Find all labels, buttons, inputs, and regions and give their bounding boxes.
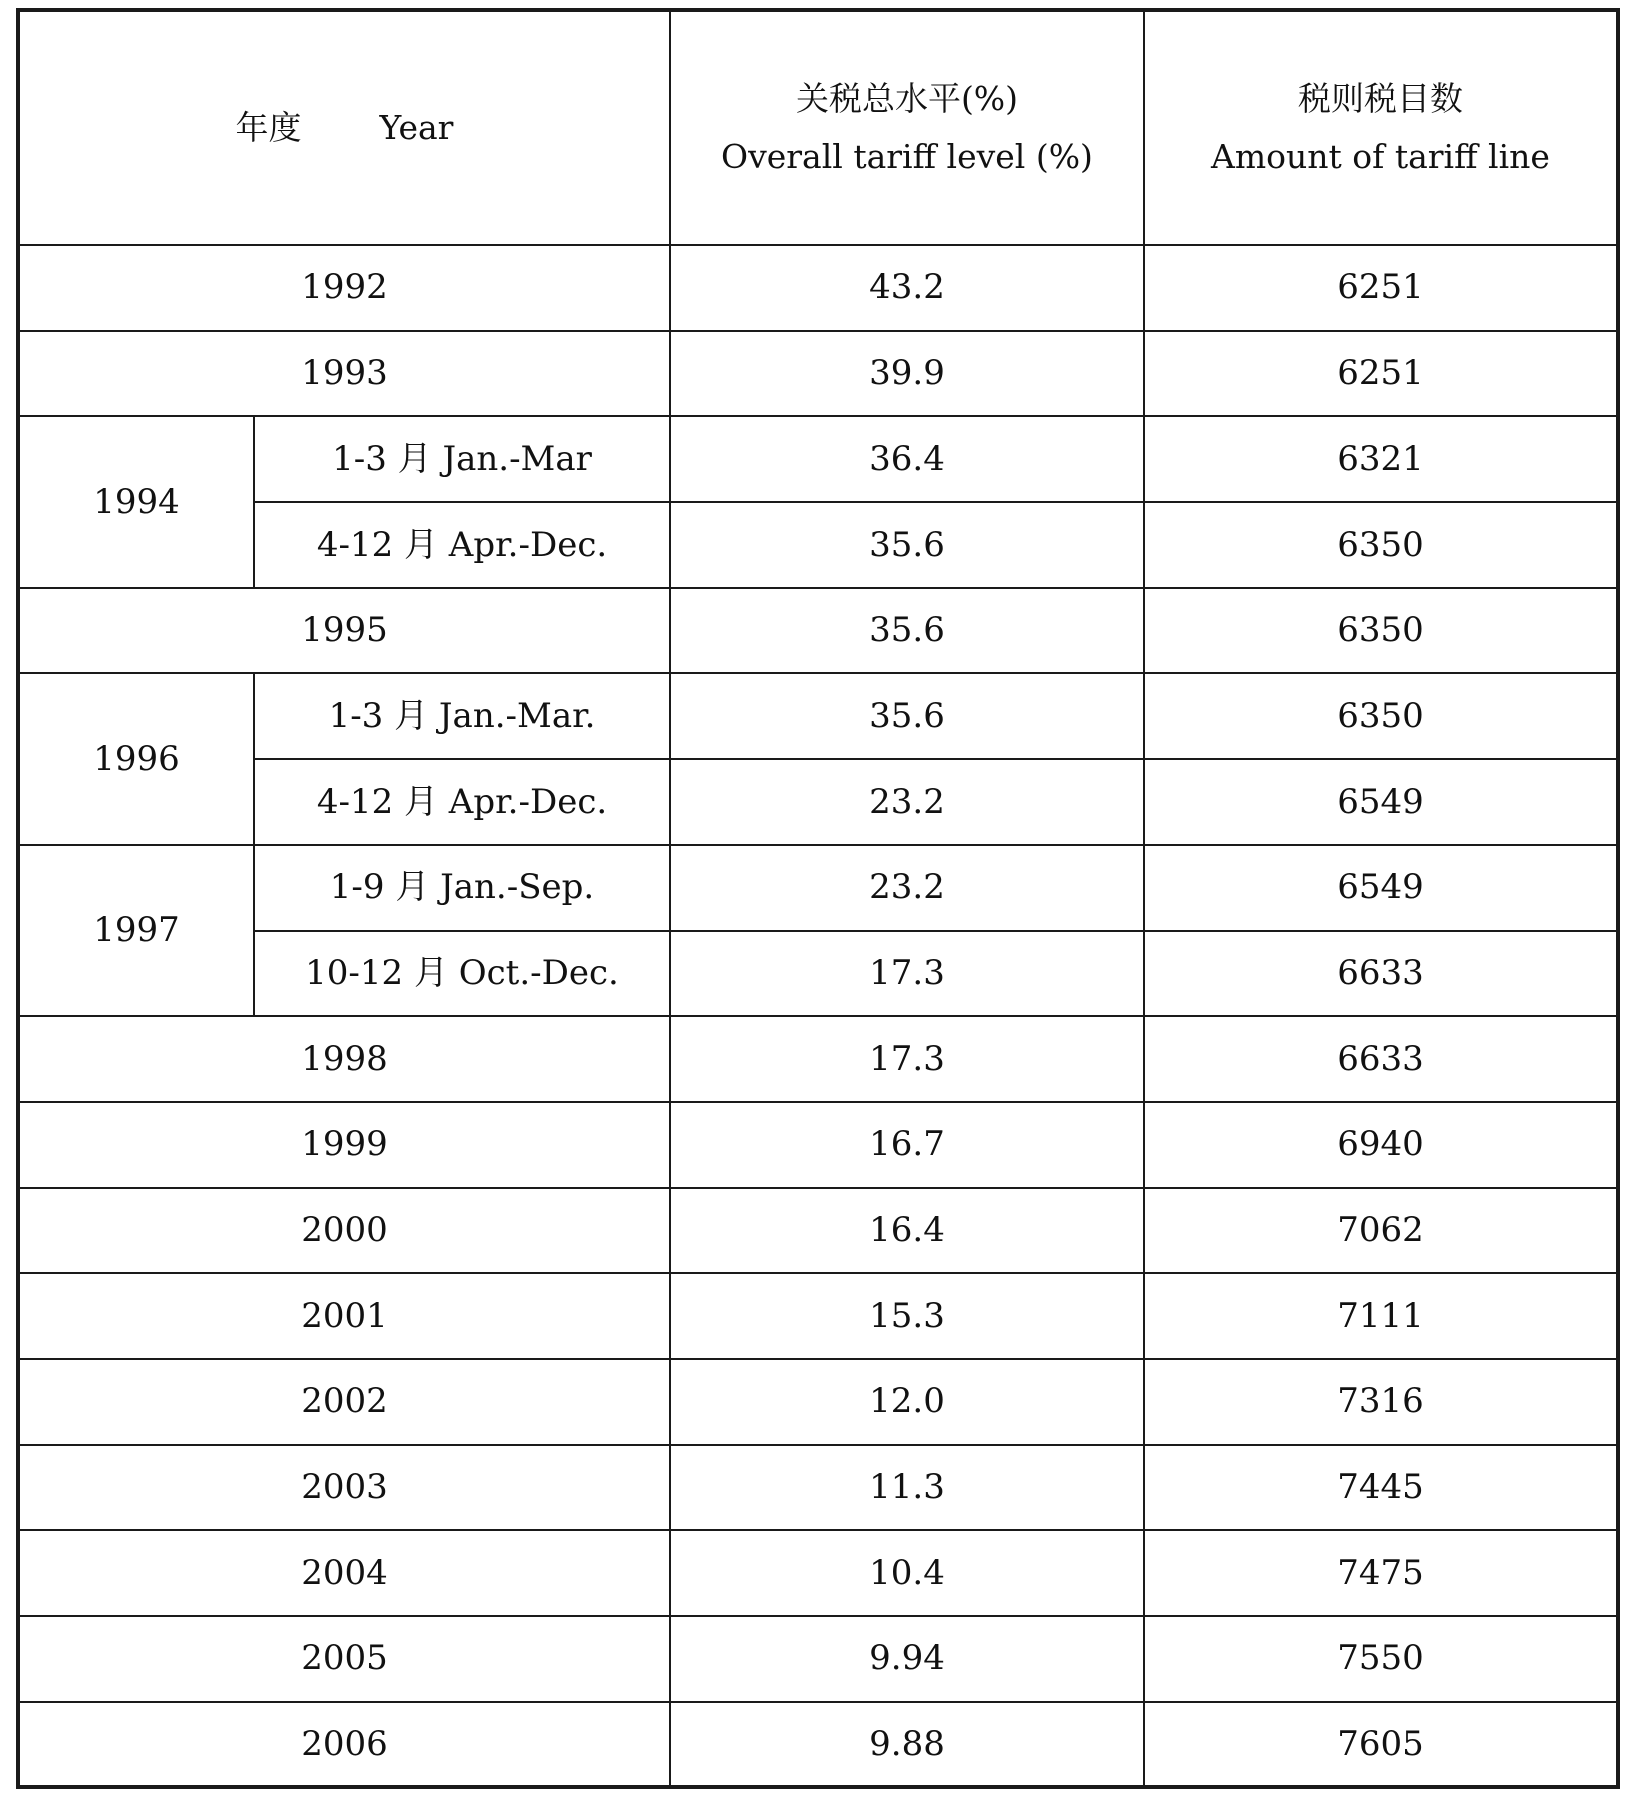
tariff-level-cell: 9.94 (670, 1616, 1144, 1702)
tariff-lines-cell: 7445 (1144, 1445, 1618, 1531)
year-cell: 1996 (18, 673, 254, 844)
period-cell: 1-3 月 Jan.-Mar. (254, 673, 670, 759)
tariff-level-cell: 36.4 (670, 416, 1144, 502)
table-row (18, 1188, 1618, 1274)
table-row (18, 1702, 1618, 1788)
tariff-level-cell: 17.3 (670, 931, 1144, 1017)
year-cell: 2003 (18, 1445, 670, 1531)
header-tariff-level (670, 10, 1144, 245)
year-cell: 2004 (18, 1530, 670, 1616)
tariff-level-cell: 35.6 (670, 502, 1144, 588)
tariff-lines-cell: 6549 (1144, 759, 1618, 845)
tariff-level-cell: 15.3 (670, 1273, 1144, 1359)
year-cell: 1994 (18, 416, 254, 587)
header-year-cn: 年度 (235, 108, 302, 148)
header-tariff-cn: 关税总水平(%) (795, 79, 1019, 119)
table-row (18, 1102, 1618, 1188)
year-cell: 2001 (18, 1273, 670, 1359)
year-cell: 1992 (18, 245, 670, 331)
table-row (18, 1445, 1618, 1531)
year-cell: 2005 (18, 1616, 670, 1702)
tariff-lines-cell: 6549 (1144, 845, 1618, 931)
tariff-level-cell: 23.2 (670, 759, 1144, 845)
tariff-lines-cell: 6940 (1144, 1102, 1618, 1188)
table-row (18, 502, 1618, 588)
year-cell: 1999 (18, 1102, 670, 1188)
period-cell: 1-9 月 Jan.-Sep. (254, 845, 670, 931)
year-cell: 2000 (18, 1188, 670, 1274)
table-row (18, 1616, 1618, 1702)
tariff-lines-cell: 7550 (1144, 1616, 1618, 1702)
tariff-level-cell: 12.0 (670, 1359, 1144, 1445)
table-row (18, 588, 1618, 674)
year-cell: 1993 (18, 331, 670, 417)
year-cell: 2002 (18, 1359, 670, 1445)
tariff-lines-cell: 7111 (1144, 1273, 1618, 1359)
tariff-lines-cell: 6251 (1144, 245, 1618, 331)
table-row (18, 416, 1618, 502)
period-cell: 10-12 月 Oct.-Dec. (254, 931, 670, 1017)
tariff-level-cell: 16.7 (670, 1102, 1144, 1188)
period-cell: 1-3 月 Jan.-Mar (254, 416, 670, 502)
tariff-level-cell: 35.6 (670, 588, 1144, 674)
header-lines-en: Amount of tariff line (1211, 137, 1550, 176)
year-cell: 2006 (18, 1702, 670, 1788)
tariff-lines-cell: 6633 (1144, 931, 1618, 1017)
header-row (18, 10, 1618, 245)
header-tariff-en: Overall tariff level (%) (721, 137, 1093, 176)
tariff-lines-cell: 6633 (1144, 1016, 1618, 1102)
tariff-table (16, 8, 1620, 1789)
table-row (18, 1273, 1618, 1359)
table-row (18, 673, 1618, 759)
header-lines-cn: 税则税目数 (1298, 79, 1463, 119)
table-row (18, 1530, 1618, 1616)
tariff-level-cell: 9.88 (670, 1702, 1144, 1788)
header-tariff-lines (1144, 10, 1618, 245)
tariff-lines-cell: 7475 (1144, 1530, 1618, 1616)
tariff-level-cell: 10.4 (670, 1530, 1144, 1616)
header-year-en: Year (379, 108, 454, 148)
period-cell: 4-12 月 Apr.-Dec. (254, 759, 670, 845)
table-row (18, 759, 1618, 845)
tariff-lines-cell: 6321 (1144, 416, 1618, 502)
tariff-level-cell: 35.6 (670, 673, 1144, 759)
tariff-lines-cell: 6350 (1144, 502, 1618, 588)
tariff-lines-cell: 7605 (1144, 1702, 1618, 1788)
tariff-lines-cell: 6350 (1144, 673, 1618, 759)
tariff-level-cell: 11.3 (670, 1445, 1144, 1531)
year-cell: 1998 (18, 1016, 670, 1102)
tariff-lines-cell: 6251 (1144, 331, 1618, 417)
tariff-lines-cell: 7316 (1144, 1359, 1618, 1445)
year-cell: 1997 (18, 845, 254, 1016)
year-cell: 1995 (18, 588, 670, 674)
tariff-level-cell: 23.2 (670, 845, 1144, 931)
header-year (18, 10, 670, 245)
table-row (18, 931, 1618, 1017)
table-row (18, 845, 1618, 931)
tariff-level-cell: 17.3 (670, 1016, 1144, 1102)
table-row (18, 1359, 1618, 1445)
tariff-level-cell: 16.4 (670, 1188, 1144, 1274)
table-row (18, 245, 1618, 331)
tariff-lines-cell: 7062 (1144, 1188, 1618, 1274)
tariff-lines-cell: 6350 (1144, 588, 1618, 674)
table-row (18, 1016, 1618, 1102)
period-cell: 4-12 月 Apr.-Dec. (254, 502, 670, 588)
table-row (18, 331, 1618, 417)
tariff-level-cell: 43.2 (670, 245, 1144, 331)
tariff-level-cell: 39.9 (670, 331, 1144, 417)
